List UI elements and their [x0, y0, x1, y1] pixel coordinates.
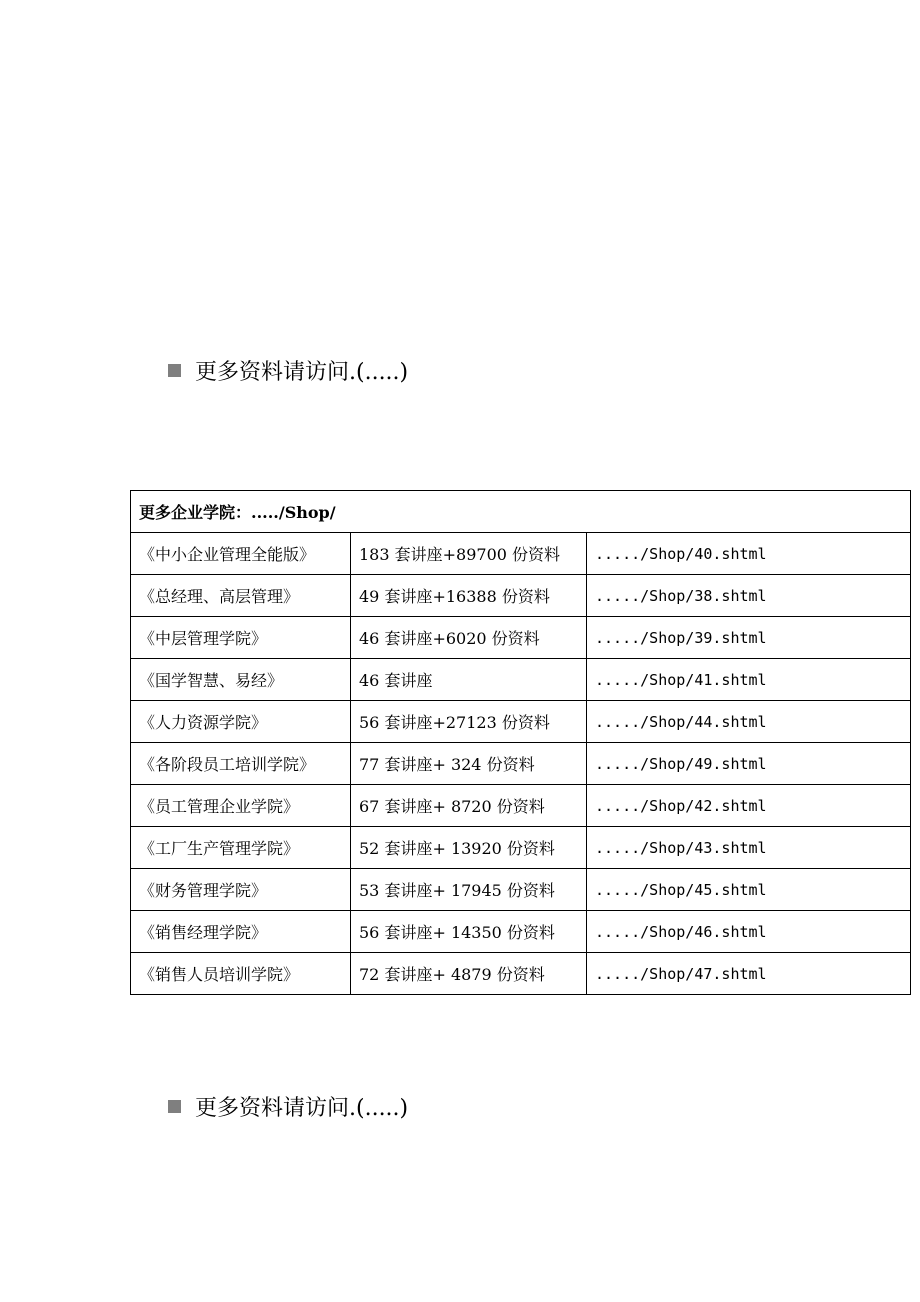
table-row: [131, 701, 911, 743]
notice-bottom-text[interactable]: 更多资料请访问.(.....): [195, 1095, 409, 1121]
table-row: [131, 953, 911, 995]
school-name-cell: 《各阶段员工培训学院》: [131, 743, 351, 785]
square-bullet-icon: [168, 364, 181, 377]
school-name-cell: 《员工管理企业学院》: [131, 785, 351, 827]
school-name-cell: 《国学智慧、易经》: [131, 659, 351, 701]
school-link-cell[interactable]: ...../Shop/43.shtml: [587, 827, 911, 869]
school-name-cell: 《人力资源学院》: [131, 701, 351, 743]
school-link-cell[interactable]: ...../Shop/46.shtml: [587, 911, 911, 953]
school-content-cell: 67 套讲座+ 8720 份资料: [351, 785, 587, 827]
table-row: [131, 743, 911, 785]
square-bullet-icon: [168, 1100, 181, 1113]
table-row: [131, 575, 911, 617]
school-content-cell: 46 套讲座: [351, 659, 587, 701]
school-name-cell: 《销售人员培训学院》: [131, 953, 351, 995]
school-content-cell: 52 套讲座+ 13920 份资料: [351, 827, 587, 869]
table-row: [131, 911, 911, 953]
school-content-cell: 183 套讲座+89700 份资料: [351, 533, 587, 575]
school-link-cell[interactable]: ...../Shop/49.shtml: [587, 743, 911, 785]
school-table: [130, 490, 911, 995]
school-link-cell[interactable]: ...../Shop/45.shtml: [587, 869, 911, 911]
notice-top-text[interactable]: 更多资料请访问.(.....): [195, 359, 409, 385]
school-name-cell: 《销售经理学院》: [131, 911, 351, 953]
school-link-cell[interactable]: ...../Shop/42.shtml: [587, 785, 911, 827]
table-row: [131, 869, 911, 911]
table-row: [131, 659, 911, 701]
table-header-cell[interactable]: 更多企业学院：...../Shop/: [131, 491, 911, 533]
table-row: [131, 617, 911, 659]
school-name-cell: 《中层管理学院》: [131, 617, 351, 659]
school-link-cell[interactable]: ...../Shop/39.shtml: [587, 617, 911, 659]
school-name-cell: 《中小企业管理全能版》: [131, 533, 351, 575]
school-name-cell: 《财务管理学院》: [131, 869, 351, 911]
school-link-cell[interactable]: ...../Shop/40.shtml: [587, 533, 911, 575]
school-content-cell: 53 套讲座+ 17945 份资料: [351, 869, 587, 911]
notice-top: [168, 354, 408, 386]
school-content-cell: 46 套讲座+6020 份资料: [351, 617, 587, 659]
school-link-cell[interactable]: ...../Shop/44.shtml: [587, 701, 911, 743]
school-content-cell: 56 套讲座+27123 份资料: [351, 701, 587, 743]
notice-bottom: [168, 1090, 408, 1122]
table-row: [131, 827, 911, 869]
school-content-cell: 72 套讲座+ 4879 份资料: [351, 953, 587, 995]
school-content-cell: 56 套讲座+ 14350 份资料: [351, 911, 587, 953]
school-link-cell[interactable]: ...../Shop/47.shtml: [587, 953, 911, 995]
school-link-cell[interactable]: ...../Shop/38.shtml: [587, 575, 911, 617]
table-header-row: [131, 491, 911, 533]
school-name-cell: 《总经理、高层管理》: [131, 575, 351, 617]
table-row: [131, 785, 911, 827]
school-name-cell: 《工厂生产管理学院》: [131, 827, 351, 869]
school-content-cell: 77 套讲座+ 324 份资料: [351, 743, 587, 785]
table-row: [131, 533, 911, 575]
school-content-cell: 49 套讲座+16388 份资料: [351, 575, 587, 617]
school-link-cell[interactable]: ...../Shop/41.shtml: [587, 659, 911, 701]
